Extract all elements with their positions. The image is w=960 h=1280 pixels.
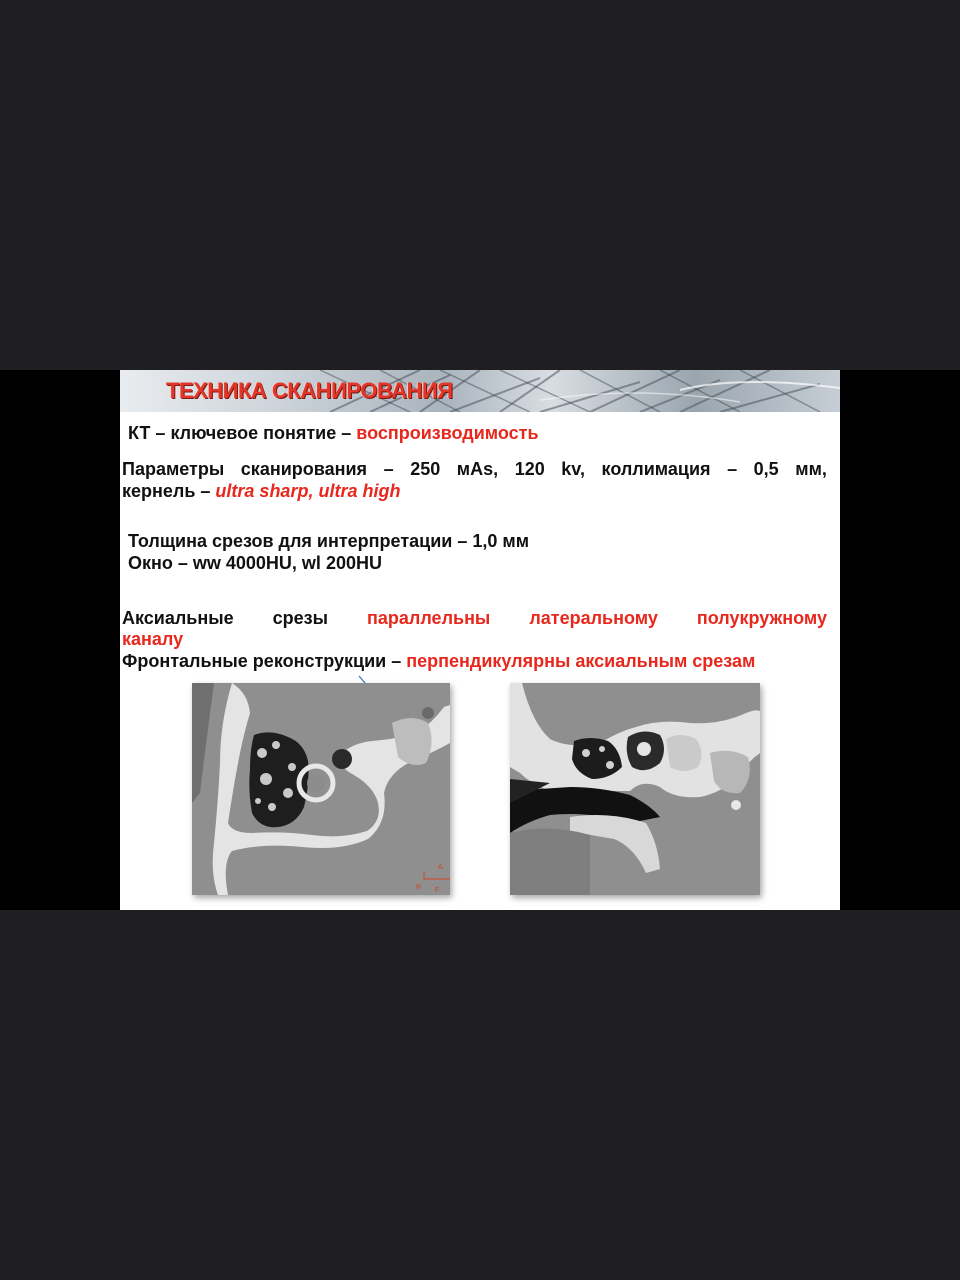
axial-word: срезы	[272, 608, 328, 628]
kt-highlight: воспроизводимость	[356, 423, 539, 443]
axial-red-word: латеральному	[529, 608, 658, 628]
params-line-2	[122, 481, 400, 502]
frontal-line	[122, 651, 755, 672]
axial-ct-image	[192, 683, 450, 895]
slide-banner	[120, 370, 840, 412]
orientation-label-r: R	[416, 884, 422, 891]
slide-title: ТЕХНИКА СКАНИРОВАНИЯ	[166, 378, 453, 403]
window-line: Окно – ww 4000HU, wl 200HU	[128, 553, 382, 573]
coronal-ct-image	[510, 683, 760, 895]
params-word: –	[727, 459, 738, 479]
axial-line-1	[122, 608, 827, 629]
kernel-highlight: ultra sharp, ultra high	[215, 481, 401, 501]
params-word: Параметры	[122, 459, 225, 479]
params-word: мAs,	[456, 459, 499, 479]
frontal-label: Фронтальные реконструкции –	[122, 651, 407, 671]
params-word: 250	[410, 459, 441, 479]
params-word: 0,5	[753, 459, 779, 479]
kernel-label: кернель –	[122, 481, 216, 501]
slide	[120, 370, 840, 910]
params-word: сканирования	[240, 459, 368, 479]
axial-red-word: параллельны	[367, 608, 491, 628]
frontal-highlight: перпендикулярны аксиальным срезам	[406, 651, 756, 671]
orientation-label-f: F	[435, 887, 440, 894]
kt-line	[128, 423, 539, 444]
kt-label: КТ – ключевое понятие –	[128, 423, 357, 443]
axial-red-word: полукружному	[696, 608, 827, 628]
axial-word: Аксиальные	[122, 608, 234, 628]
params-word: –	[383, 459, 394, 479]
thickness-line: Толщина срезов для интерпретации – 1,0 мм	[128, 531, 530, 551]
params-word: мм,	[795, 459, 827, 479]
params-word: коллимация	[601, 459, 711, 479]
params-line-1	[122, 459, 827, 480]
orientation-label-a: A	[438, 864, 443, 871]
params-word: 120	[514, 459, 545, 479]
params-word: kv,	[561, 459, 585, 479]
axial-line-2: каналу	[122, 629, 184, 649]
